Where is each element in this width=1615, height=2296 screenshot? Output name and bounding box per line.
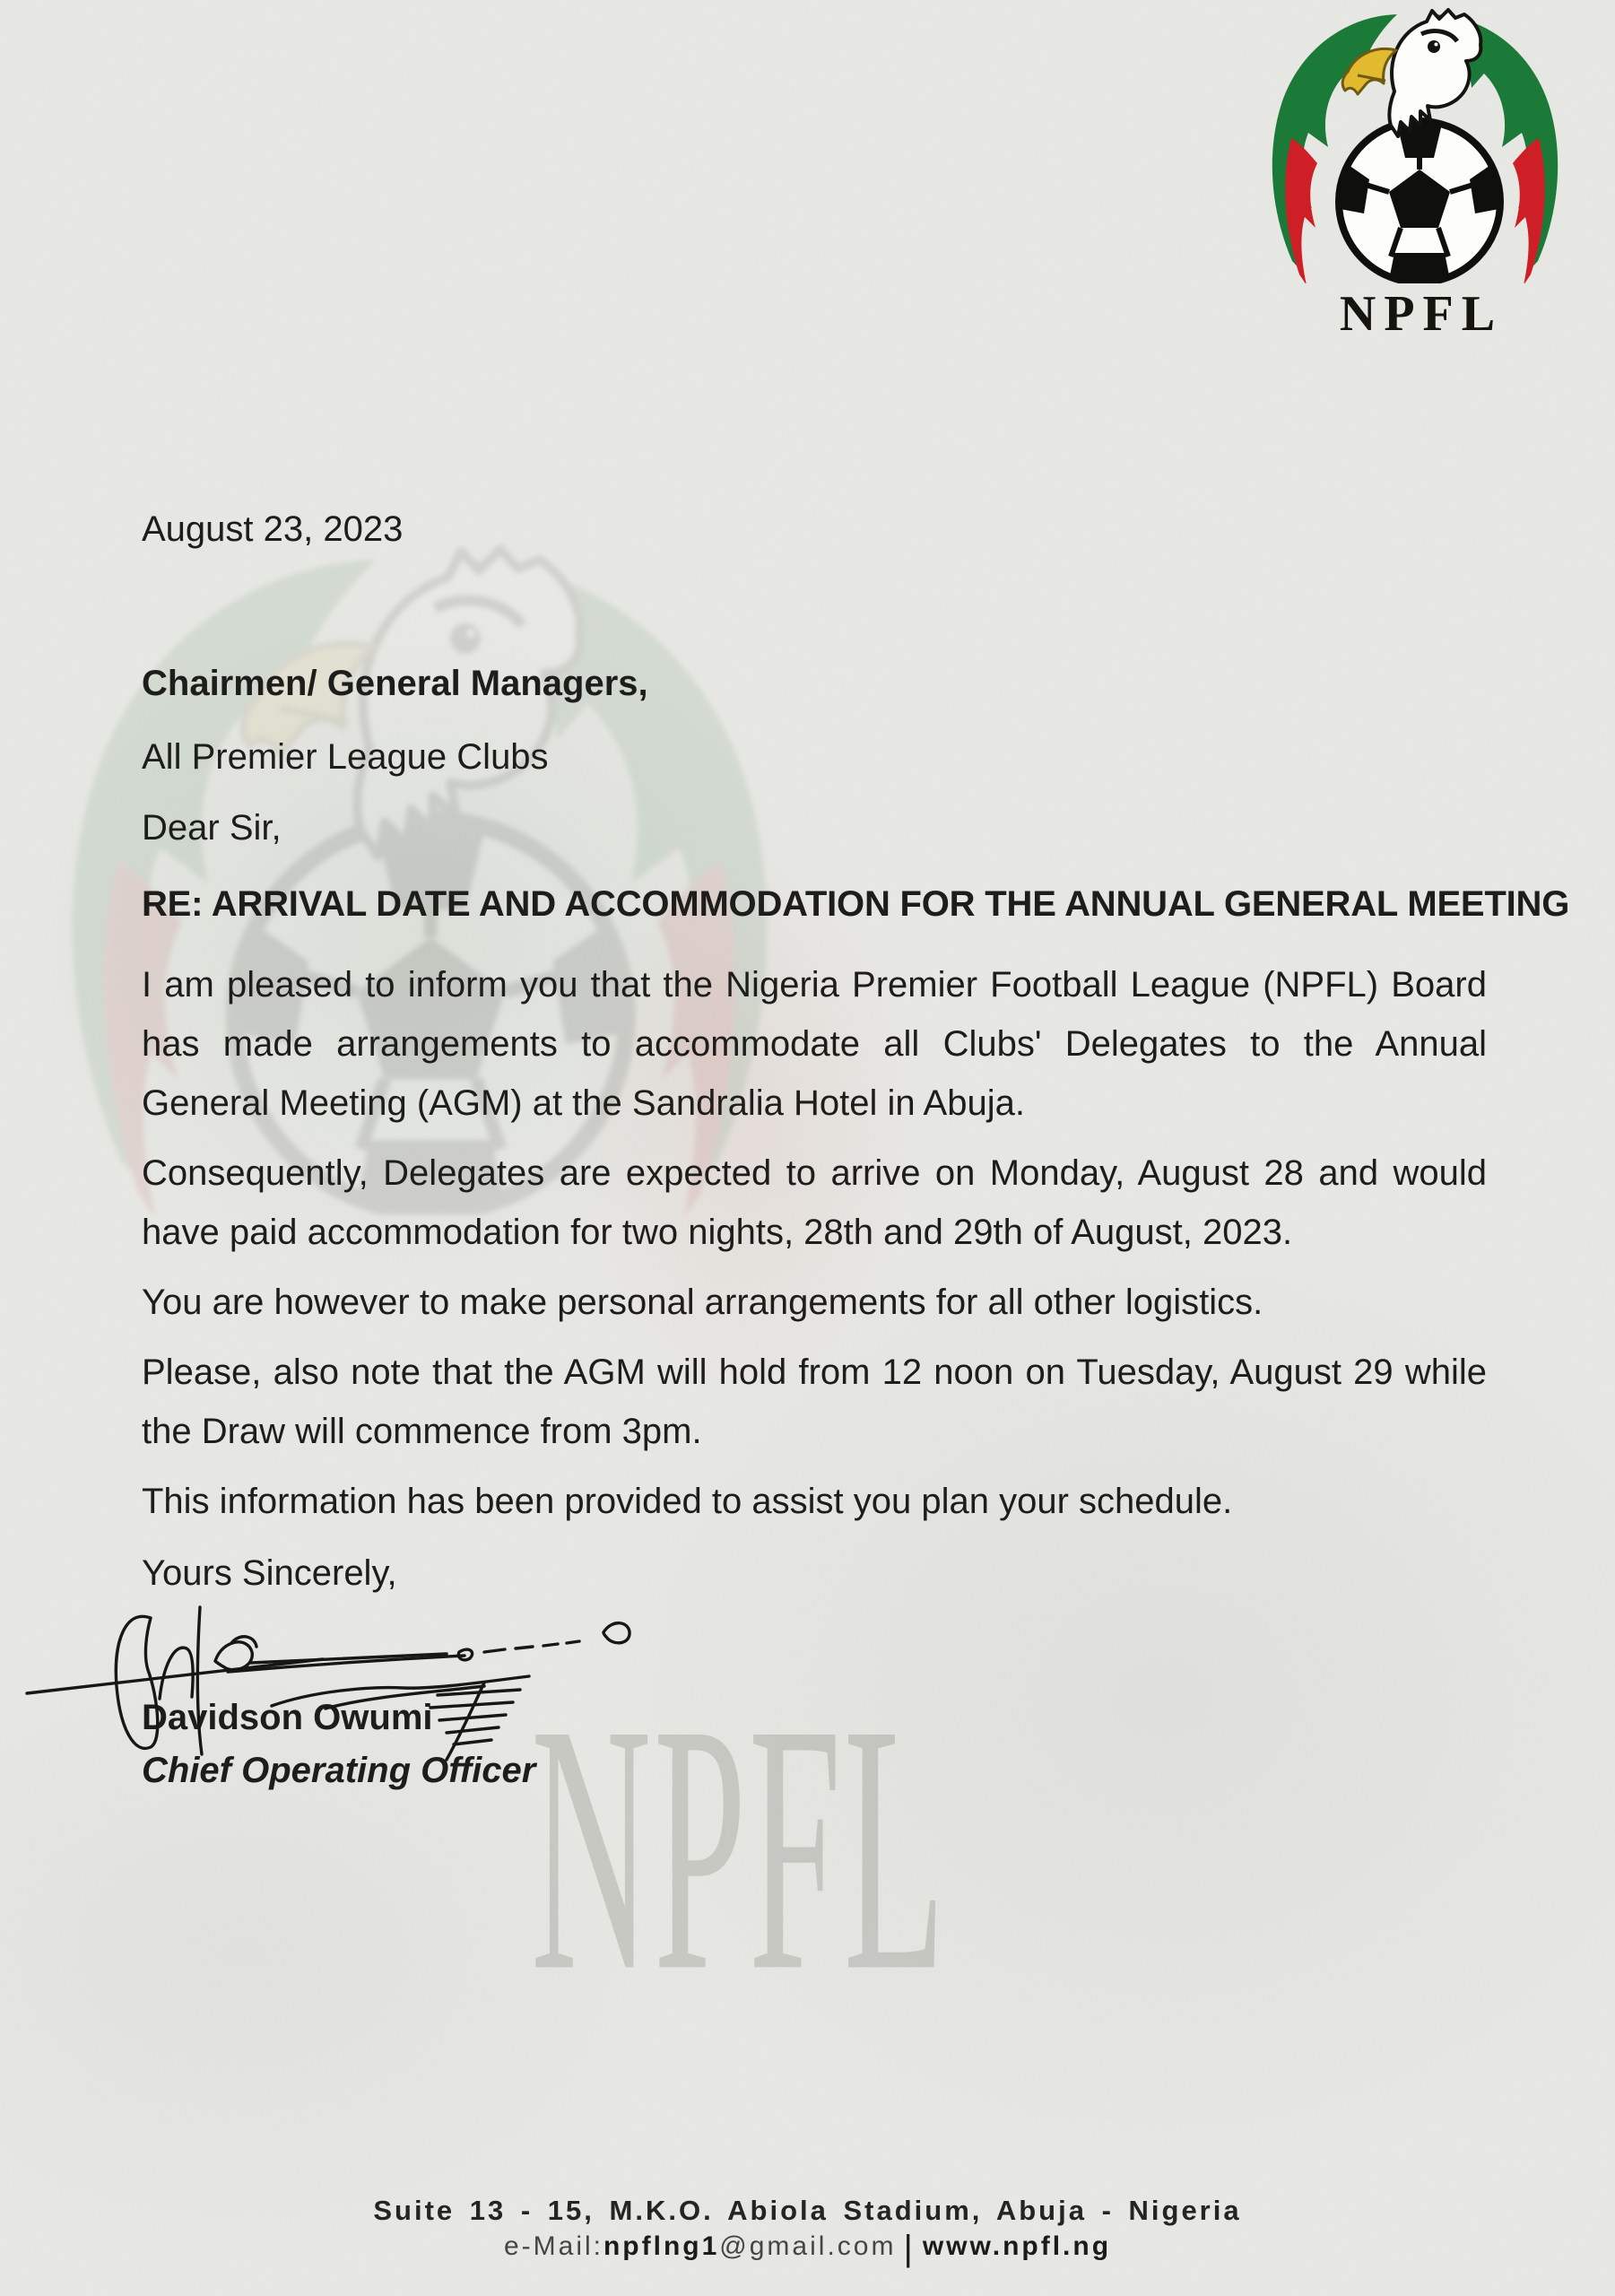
subject-line: RE: ARRIVAL DATE AND ACCOMMODATION FOR THE ANNUAL GENERAL MEETING [142, 884, 1570, 924]
letter-body [142, 508, 1570, 1792]
body-line: has made arrangements to accommodate all Clubs' Delegates to the Annual [142, 1024, 1487, 1064]
body-line: General Meeting (AGM) at the Sandralia Hotel in Abuja. [142, 1083, 1025, 1123]
body-line: This information has been provided to assist you plan your schedule. [142, 1482, 1233, 1521]
footer-contact [0, 2230, 1615, 2266]
body-line: Consequently, Delegates are expected to arrive on Monday, August 28 and would [142, 1153, 1487, 1193]
npfl-logo [1249, 5, 1581, 343]
signatory-title: Chief Operating Officer [142, 1751, 536, 1790]
footer-website: www.npfl.ng [922, 2231, 1112, 2261]
paragraph [142, 1273, 1487, 1332]
body-line: have paid accommodation for two nights, 28th and 29th of August, 2023. [142, 1213, 1293, 1252]
closing-line: Yours Sincerely, [142, 1553, 397, 1593]
body-line: the Draw will commence from 3pm. [142, 1412, 702, 1451]
letter-date: August 23, 2023 [142, 509, 404, 549]
paragraph [142, 1472, 1487, 1531]
paragraph [142, 955, 1487, 1133]
npfl-logo-label: NPFL [1339, 286, 1504, 342]
handwritten-signature [16, 1589, 644, 1769]
npfl-text-watermark: NPFL [531, 1650, 948, 2045]
body-paragraphs [142, 955, 1487, 1531]
npfl-logo-art [1249, 5, 1581, 283]
paragraph [142, 1144, 1487, 1262]
body-line: Please, also note that the AGM will hold from 12 noon on Tuesday, August 29 while [142, 1352, 1487, 1392]
footer-email-domain: @gmail.com [719, 2231, 897, 2261]
footer-address: Suite 13 - 15, M.K.O. Abiola Stadium, Abuja - Nigeria [373, 2195, 1242, 2226]
footer-email-label: e-Mail: [503, 2231, 603, 2261]
footer [0, 2194, 1615, 2266]
footer-email-user: npflng1 [603, 2231, 720, 2261]
footer-separator: | [903, 2229, 916, 2268]
salutation: Dear Sir, [142, 808, 282, 848]
recipient-line-1: Chairmen/ General Managers, [142, 664, 648, 703]
signatory-name: Davidson Owumi [142, 1698, 433, 1737]
body-line: I am pleased to inform you that the Nigeria Premier Football League (NPFL) Board [142, 965, 1487, 1004]
recipient-line-2: All Premier League Clubs [142, 737, 549, 777]
body-line: You are however to make personal arrangements for all other logistics. [142, 1283, 1263, 1322]
paragraph [142, 1343, 1487, 1461]
